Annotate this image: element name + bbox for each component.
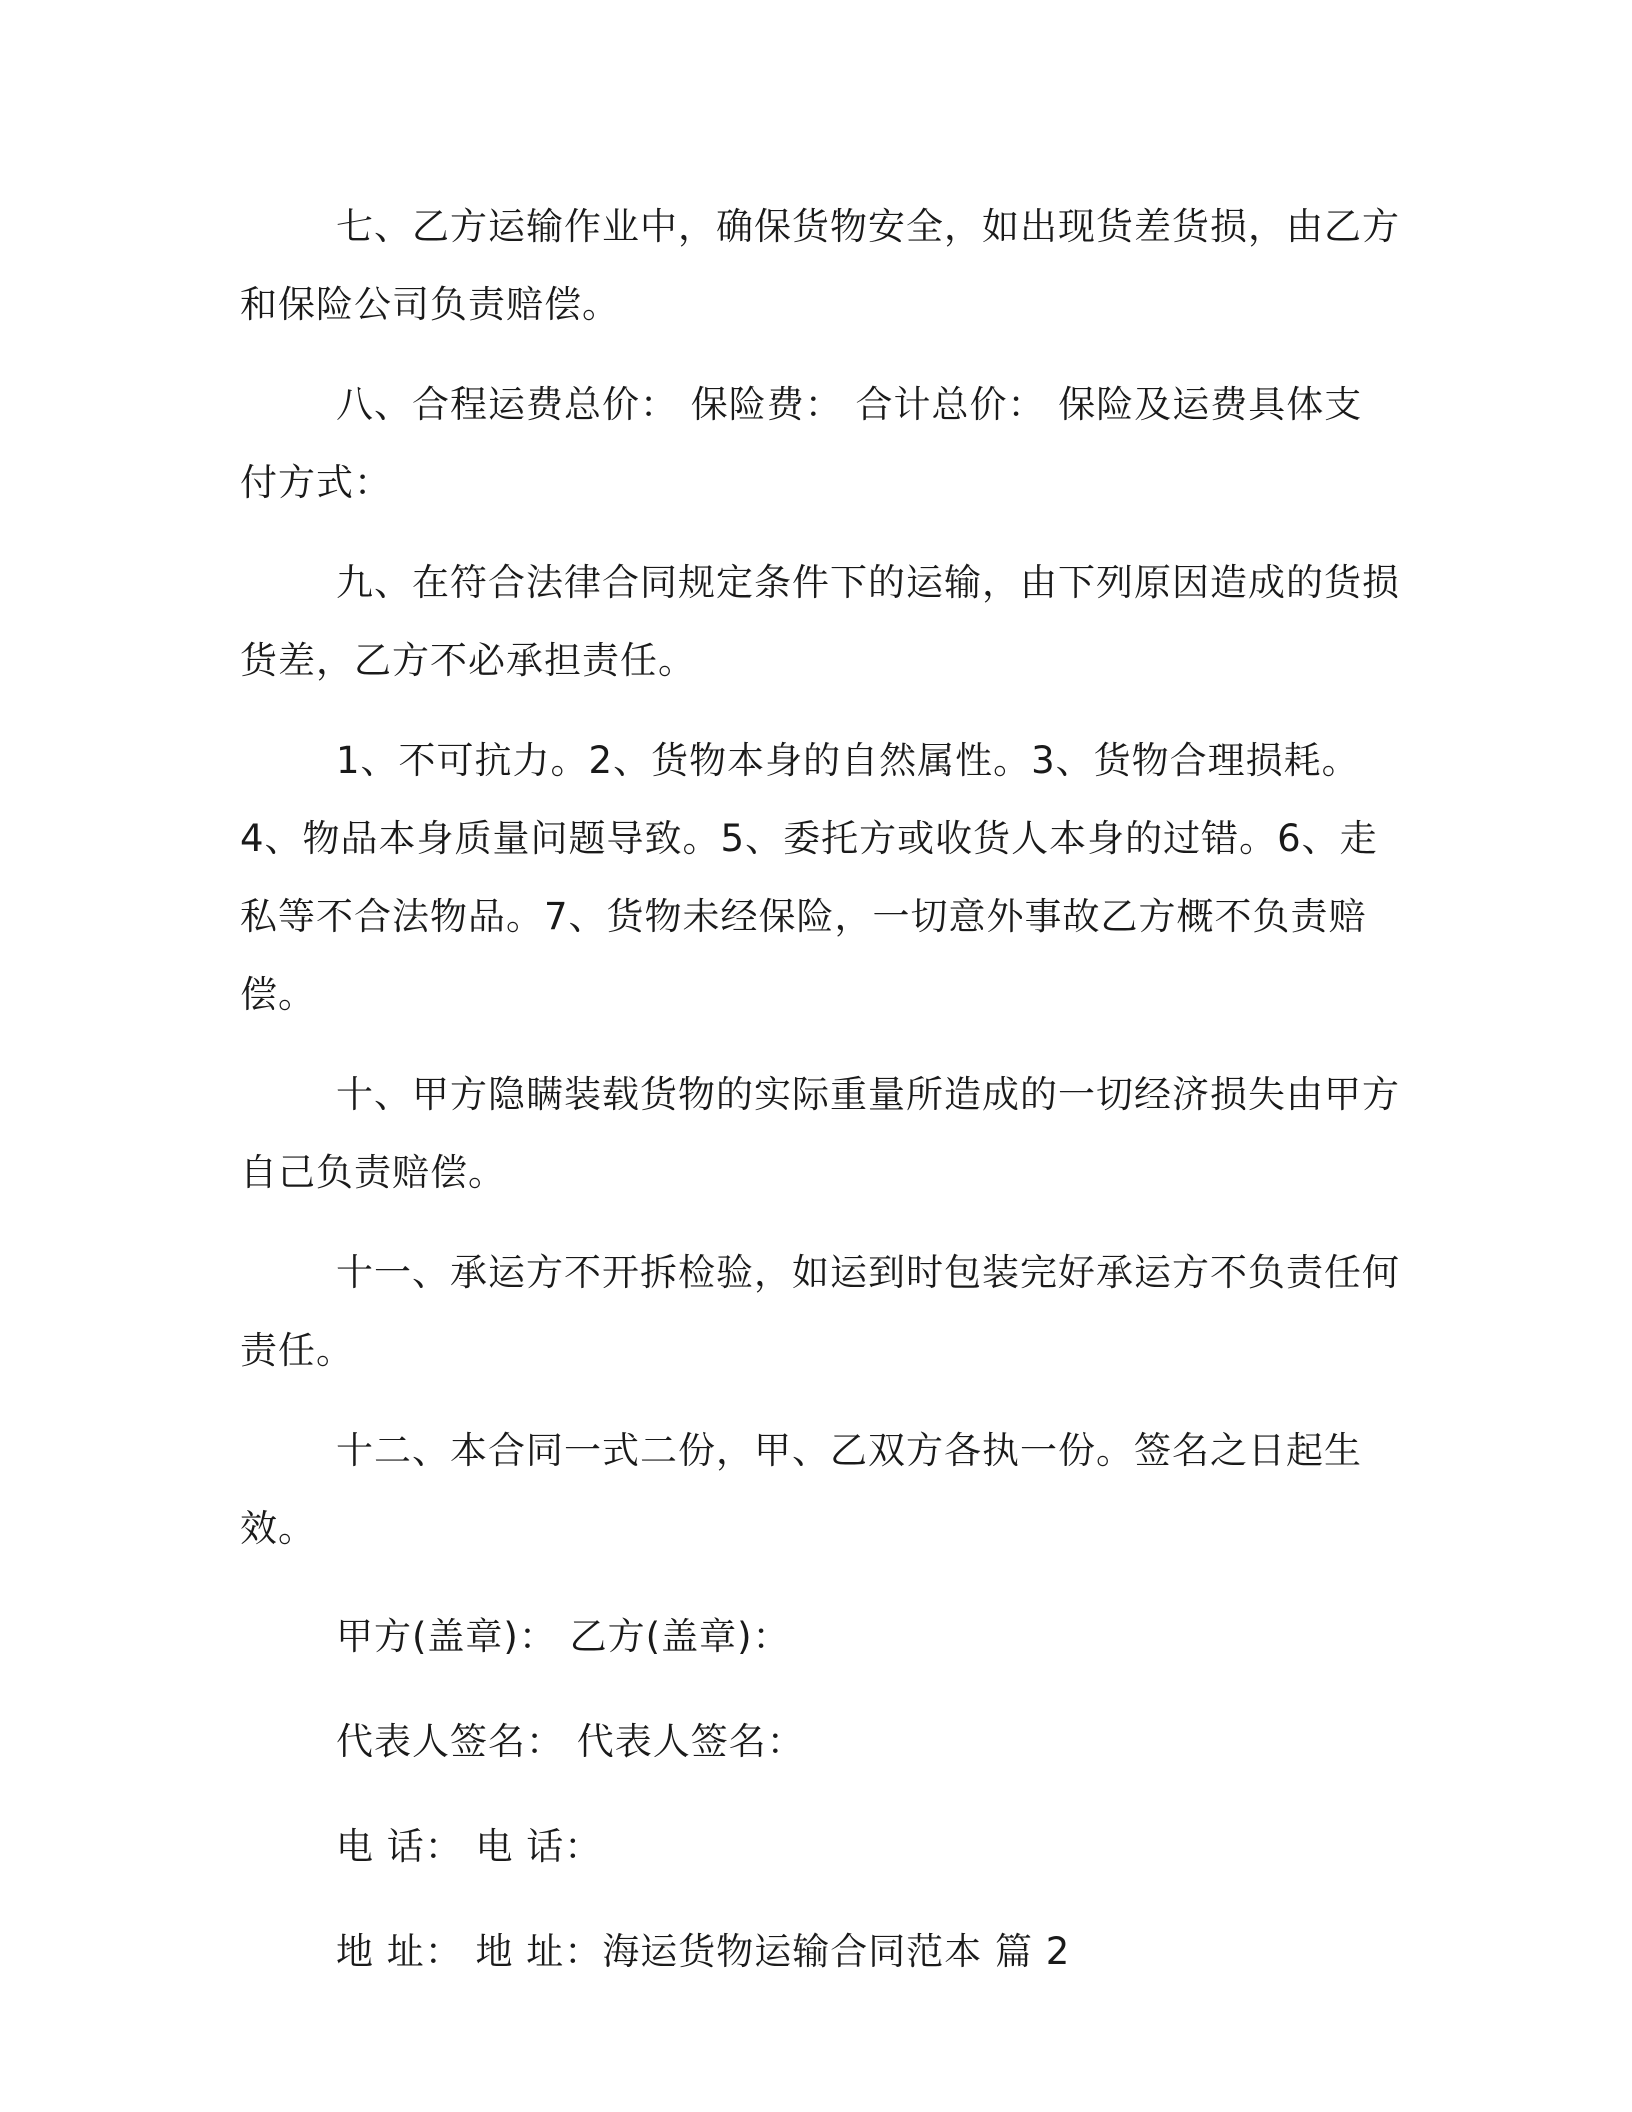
clause-7: 七、乙方运输作业中，确保货物安全，如出现货差货损，由乙方和保险公司负责赔偿。 xyxy=(240,205,1400,326)
signature-seal-line: 甲方(盖章)： 乙方(盖章)： xyxy=(336,1615,791,1658)
signature-phone-line: 电 话： 电 话： xyxy=(336,1825,603,1868)
signature-block xyxy=(240,1612,1400,1977)
clause-9: 九、在符合法律合同规定条件下的运输，由下列原因造成的货损货差，乙方不必承担责任。 xyxy=(240,561,1400,682)
signature-address-line: 地 址： 地 址：海运货物运输合同范本 篇 2 xyxy=(336,1930,1071,1973)
clause-10: 十、甲方隐瞒装载货物的实际重量所造成的一切经济损失由甲方自己负责赔偿。 xyxy=(240,1073,1400,1194)
clause-12: 十二、本合同一式二份，甲、乙双方各执一份。签名之日起生效。 xyxy=(240,1429,1362,1550)
signature-representative-line: 代表人签名： 代表人签名： xyxy=(336,1720,805,1763)
clause-9-items: 1、不可抗力。2、货物本身的自然属性。3、货物合理损耗。4、物品本身质量问题导致。5、委托方或收货人本身的过错。6、走私等不合法物品。7、货物未经保险，一切意外事故乙方概不负责赔偿。 xyxy=(240,739,1378,1016)
document-body xyxy=(240,188,1400,1977)
clause-11: 十一、承运方不开拆检验，如运到时包装完好承运方不负责任何责任。 xyxy=(240,1251,1400,1372)
clause-8: 八、合程运费总价： 保险费： 合计总价： 保险及运费具体支付方式： xyxy=(240,383,1363,504)
